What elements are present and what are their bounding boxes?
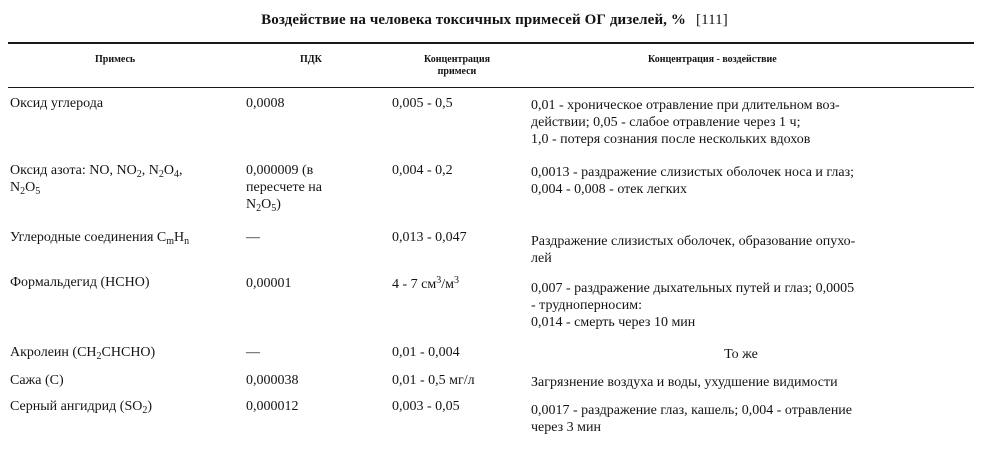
effect-line: 1,0 - потеря сознания после нескольких вдохов — [531, 132, 811, 147]
table-top-rule — [8, 42, 974, 44]
header-pdk: ПДК — [300, 54, 322, 65]
row-sulfur-dioxide-pdk: 0,000012 — [246, 399, 299, 414]
table-header-rule — [8, 87, 974, 88]
row-formaldehyde-name: Формальдегид (HCHO) — [10, 275, 150, 290]
row-hydrocarbons-conc: 0,013 - 0,047 — [392, 230, 467, 245]
effect-line: действии; 0,05 - слабое отравление через 1 ч; — [531, 115, 801, 130]
effect-line: 0,01 - хроническое отравление при длительном воз- — [531, 98, 840, 113]
effect-line: - трудноперносим: — [531, 298, 643, 313]
effect-line: через 3 мин — [531, 420, 602, 435]
effect-line: 0,007 - раздражение дыхательных путей и глаз; 0,0005 — [531, 281, 855, 296]
header-effect: Концентрация - воздействие — [648, 54, 777, 65]
row-sulfur-dioxide-conc: 0,003 - 0,05 — [392, 399, 460, 414]
row-formaldehyde-conc: 4 - 7 $см^3/м^3$ — [392, 275, 459, 292]
header-concentration-line1: Концентрация — [423, 54, 490, 65]
table-title — [0, 12, 989, 29]
table-title-text: Воздействие на человека токсичных примесей ОГ дизелей, % — [261, 12, 686, 28]
row-hydrocarbons-effect — [531, 233, 951, 267]
row-acrolein-effect: То же — [724, 347, 758, 362]
effect-line: 0,014 - смерть через 10 мин — [531, 315, 696, 330]
row-acrolein-pdk: — — [246, 345, 260, 360]
effect-line: лей — [531, 251, 552, 266]
row-hydrocarbons-name: Углеродные соединения $C_mH_n$ — [10, 230, 190, 247]
row-carbon-monoxide-conc: 0,005 - 0,5 — [392, 96, 453, 111]
row-nitrogen-oxide-pdk: 0,000009 (в пересчете на $N_2O_5$) — [246, 163, 322, 214]
row-nitrogen-oxide-effect — [531, 164, 951, 198]
row-acrolein-conc: 0,01 - 0,004 — [392, 345, 460, 360]
row-formaldehyde-effect — [531, 280, 951, 331]
row-acrolein-name: Акролеин $(CH_2CHCHO)$ — [10, 345, 156, 362]
effect-line: Раздражение слизистых оболочек, образование опухо- — [531, 234, 856, 249]
row-soot-pdk: 0,000038 — [246, 373, 299, 388]
row-sulfur-dioxide-name: Серный ангидрид $(SO_2)$ — [10, 399, 153, 416]
row-carbon-monoxide-name: Оксид углерода — [10, 96, 104, 111]
row-sulfur-dioxide-effect — [531, 402, 951, 436]
table-reference: [111] — [695, 12, 728, 28]
row-soot-name: Сажа (C) — [10, 373, 64, 388]
row-soot-effect: Загрязнение воздуха и воды, ухудшение видимости — [531, 375, 838, 390]
effect-line: 0,004 - 0,008 - отек легких — [531, 182, 688, 197]
effect-line: 0,0017 - раздражение глаз, кашель; 0,004 - отравление — [531, 403, 853, 418]
row-nitrogen-oxide-conc: 0,004 - 0,2 — [392, 163, 453, 178]
row-nitrogen-oxide-name: Оксид азота: NO, $NO_2$, $N_2O_4$, $N_2O_5$ — [10, 163, 183, 197]
header-substance: Примесь — [95, 54, 136, 65]
header-concentration-line2: примеси — [437, 66, 477, 77]
effect-line: 0,0013 - раздражение слизистых оболочек носа и глаз; — [531, 165, 855, 180]
row-carbon-monoxide-pdk: 0,0008 — [246, 96, 285, 111]
row-soot-conc: 0,01 - 0,5 мг/л — [392, 373, 475, 388]
row-formaldehyde-pdk: 0,00001 — [246, 276, 292, 291]
row-hydrocarbons-pdk: — — [246, 230, 260, 245]
header-concentration — [402, 54, 512, 78]
row-carbon-monoxide-effect — [531, 97, 951, 148]
